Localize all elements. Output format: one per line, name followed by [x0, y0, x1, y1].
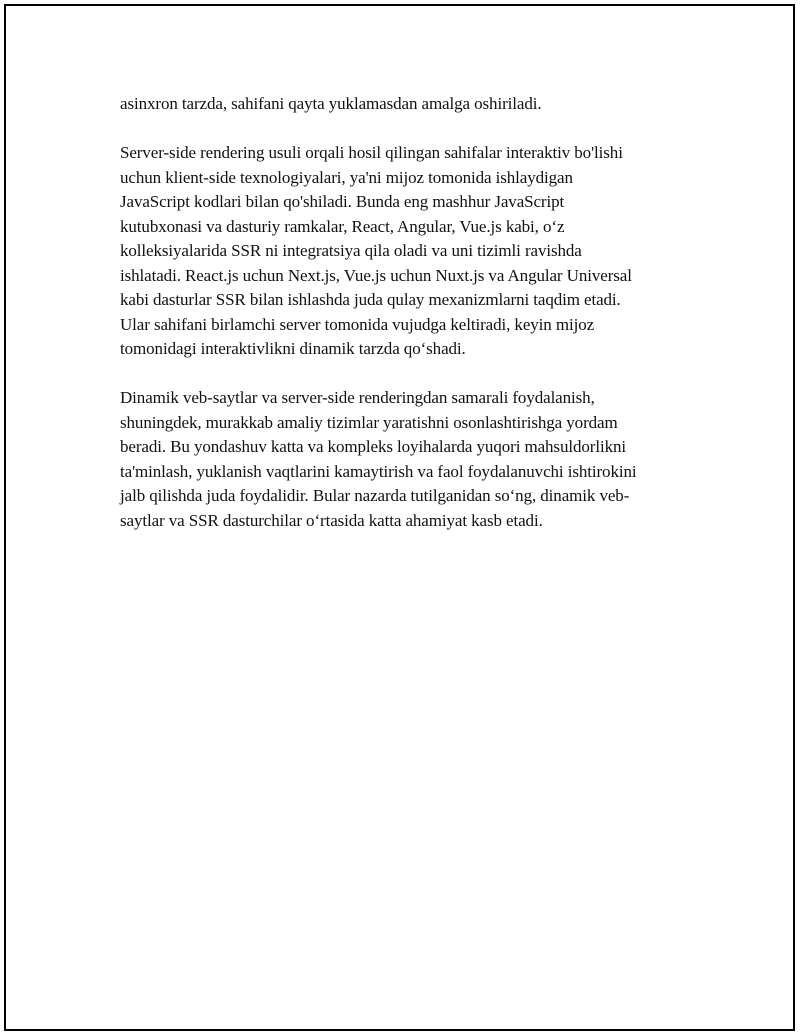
text-line: ishlatadi. React.js uchun Next.js, Vue.js uchun Nuxt.js va Angular Universal	[120, 265, 632, 285]
text-line: shuningdek, murakkab amaliy tizimlar yaratishni osonlashtirishga yordam	[120, 412, 618, 432]
paragraph-3	[120, 386, 700, 533]
text-line: jalb qilishda juda foydalidir. Bular nazarda tutilganidan so‘ng, dinamik veb-	[120, 486, 630, 505]
text-line: ta'minlash, yuklanish vaqtlarini kamaytirish va faol foydalanuvchi ishtirokini	[120, 461, 637, 481]
text-line: kutubxonasi va dasturiy ramkalar, React, Angular, Vue.js kabi, o‘z	[120, 216, 565, 236]
paragraph-1	[120, 92, 700, 117]
text-line: JavaScript kodlari bilan qo'shiladi. Bunda eng mashhur JavaScript	[120, 192, 565, 211]
text-line: Dinamik veb-saytlar va server-side renderingdan samarali foydalanish,	[120, 388, 595, 407]
text-line: beradi. Bu yondashuv katta va kompleks loyihalarda yuqori mahsuldorlikni	[120, 437, 627, 456]
document-page	[4, 4, 795, 1031]
text-line: kabi dasturlar SSR bilan ishlashda juda qulay mexanizmlarni taqdim etadi.	[120, 290, 621, 309]
text-line: kolleksiyalarida SSR ni integratsiya qila oladi va uni tizimli ravishda	[120, 241, 582, 260]
text-line: uchun klient-side texnologiyalari, ya'ni mijoz tomonida ishlaydigan	[120, 167, 573, 187]
text-line: Server-side rendering usuli orqali hosil qilingan sahifalar interaktiv bo'lishi	[120, 143, 623, 162]
document-body	[120, 92, 700, 558]
text-line: saytlar va SSR dasturchilar o‘rtasida katta ahamiyat kasb etadi.	[120, 510, 543, 530]
text-line: Ular sahifani birlamchi server tomonida vujudga keltiradi, keyin mijoz	[120, 314, 595, 334]
text-line: tomonidagi interaktivlikni dinamik tarzda qo‘shadi.	[120, 339, 466, 358]
paragraph-2	[120, 141, 700, 362]
text-line: asinxron tarzda, sahifani qayta yuklamasdan amalga oshiriladi.	[120, 94, 542, 113]
